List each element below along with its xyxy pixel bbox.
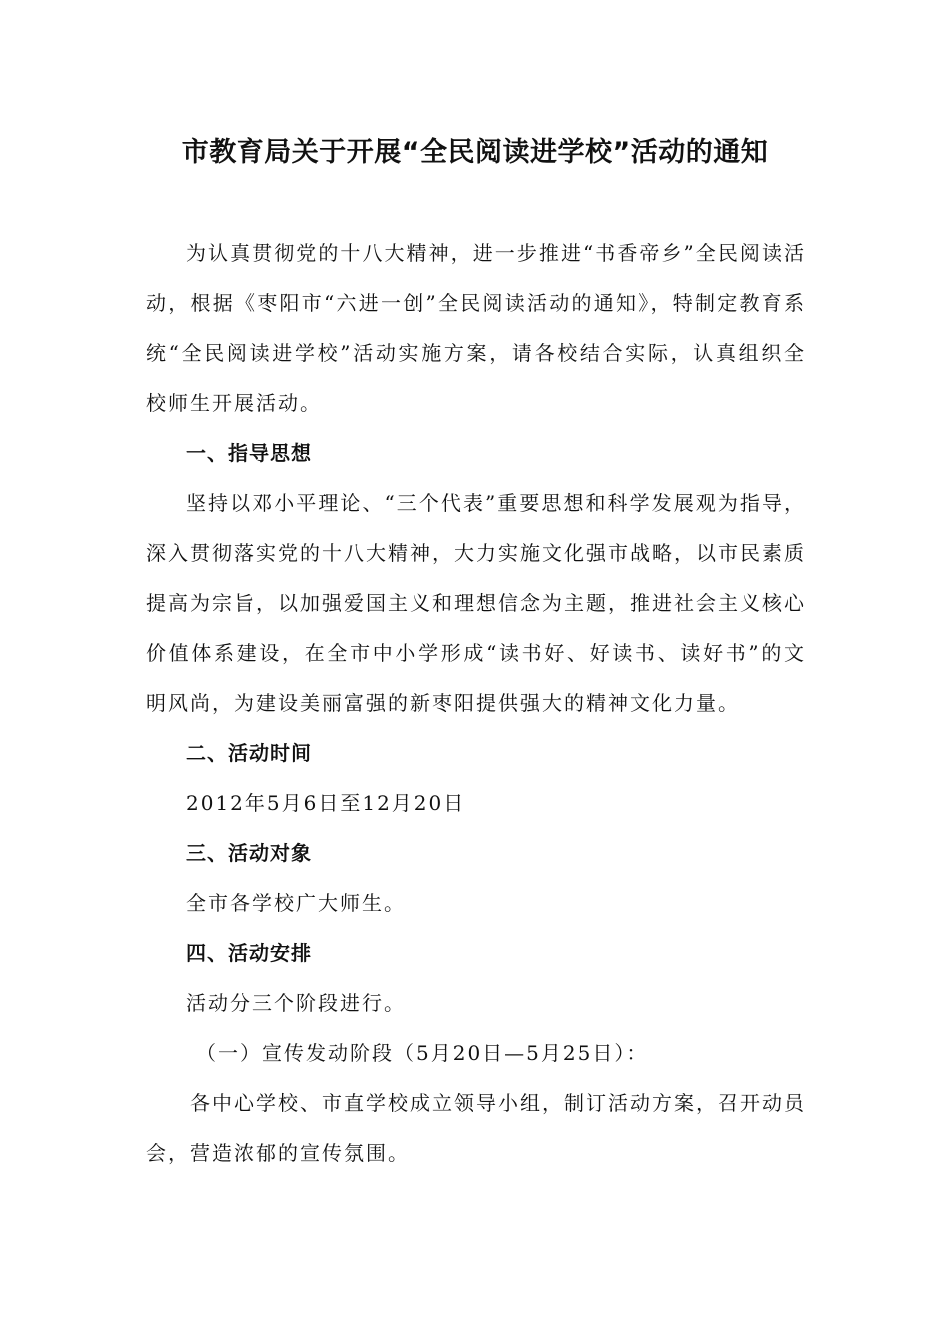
section-text-activity-arrangement: 活动分三个阶段进行。 — [186, 991, 406, 1015]
section-heading-guiding-ideology: 一、指导思想 — [186, 441, 312, 465]
document-title: 市教育局关于开展“全民阅读进学校”活动的通知 — [181, 137, 769, 168]
section-text-activity-target: 全市各学校广大师生。 — [186, 891, 406, 915]
section-heading-activity-arrangement: 四、活动安排 — [186, 941, 312, 965]
document-body — [146, 228, 806, 1178]
section-text-activity-time: 2012年5月6日至12月20日 — [186, 791, 466, 815]
intro-paragraph: 为认真贯彻党的十八大精神，进一步推进“书香帝乡”全民阅读活动，根据《枣阳市“六进一创”全民阅读活动的通知》，特制定教育系统“全民阅读进学校”活动实施方案，请各校结合实际，认真组织全校师生开展活动。 — [146, 241, 806, 415]
stage-title-publicity: （一）宣传发动阶段（5月20日—5月25日）： — [196, 1041, 649, 1065]
section-heading-activity-time: 二、活动时间 — [186, 741, 312, 765]
stage-text-publicity: 各中心学校、市直学校成立领导小组，制订活动方案，召开动员会，营造浓郁的宣传氛围。 — [146, 1091, 806, 1165]
section-text-guiding-ideology: 坚持以邓小平理论、“三个代表”重要思想和科学发展观为指导，深入贯彻落实党的十八大精神，大力实施文化强市战略，以市民素质提高为宗旨，以加强爱国主义和理想信念为主题，推进社会主义核心价值体系建设，在全市中小学形成“读书好、好读书、读好书”的文明风尚，为建设美丽富强的新枣阳提供强大的精神文化力量。 — [146, 491, 806, 715]
section-heading-activity-target: 三、活动对象 — [186, 841, 312, 865]
